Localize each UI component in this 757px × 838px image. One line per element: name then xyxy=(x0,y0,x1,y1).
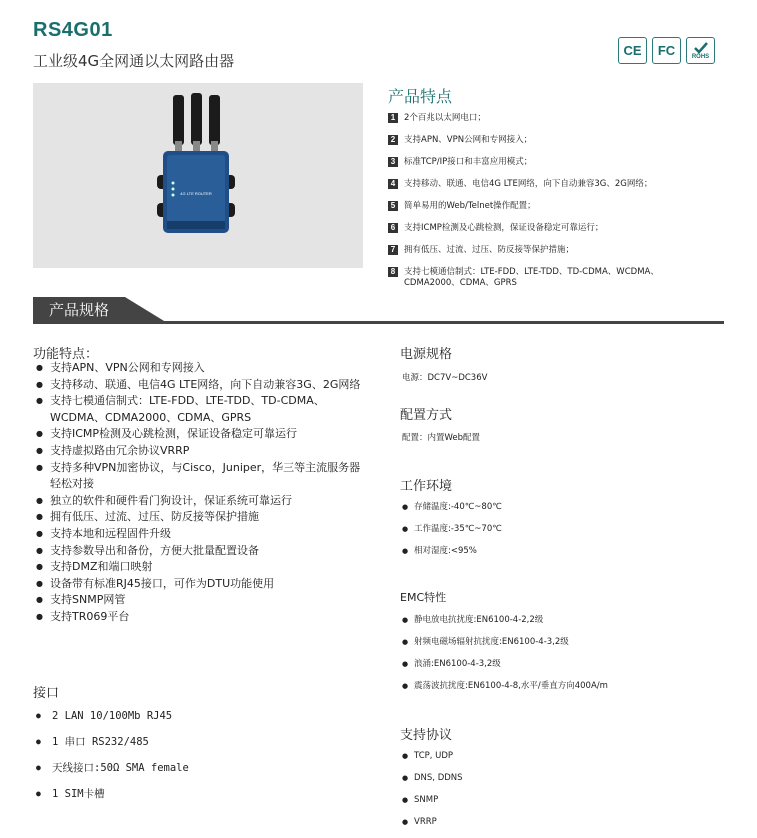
config-text: 配置：内置Web配置 xyxy=(402,433,481,443)
power-text: 电源：DC7V~DC36V xyxy=(402,373,488,383)
list-item: ● 工作温度:-35℃~70℃ xyxy=(402,523,732,545)
environment-title: 工作环境 xyxy=(400,479,453,494)
feature-item: 3 标准TCP/IP接口和丰富应用模式； xyxy=(388,157,728,168)
emc-list xyxy=(402,614,732,702)
list-item: ● 静电放电抗扰度:EN6100-4-2,2级 xyxy=(402,614,732,636)
rohs-cert-icon: ROHS xyxy=(686,37,715,64)
list-item: ● 支持移动、联通、电信4G LTE网络，向下自动兼容3G、2G网络 xyxy=(36,377,366,394)
functions-title: 功能特点： xyxy=(33,347,99,362)
list-item: ● 拥有低压、过流、过压、防反接等保护措施 xyxy=(36,509,366,526)
list-item: ● SNMP xyxy=(402,794,732,816)
list-item: ● DNS, DDNS xyxy=(402,772,732,794)
interface-list xyxy=(36,709,366,813)
list-item: ● 1 串口 RS232/485 xyxy=(36,735,366,761)
interface-title: 接口 xyxy=(33,686,60,701)
feature-item: 6 支持ICMP检测及心跳检测，保证设备稳定可靠运行； xyxy=(388,223,728,234)
list-item: ● 支持TR069平台 xyxy=(36,609,366,626)
list-item: ● 1 SIM卡槽 xyxy=(36,787,366,813)
list-item: ● TCP, UDP xyxy=(402,750,732,772)
list-item: ● 支持SNMP网管 xyxy=(36,592,366,609)
list-item: ● 存储温度:-40℃~80℃ xyxy=(402,501,732,523)
list-item: ● 天线接口:50Ω SMA female xyxy=(36,761,366,787)
ce-cert-icon: CE xyxy=(618,37,647,64)
features-title: 产品特点 xyxy=(388,87,453,106)
feature-item: 7 拥有低压、过流、过压、防反接等保护措施； xyxy=(388,245,728,256)
product-subtitle: 工业级4G全网通以太网路由器 xyxy=(33,52,235,70)
list-item: ● 独立的软件和硬件看门狗设计，保证系统可靠运行 xyxy=(36,493,366,510)
list-item: ● 2 LAN 10/100Mb RJ45 xyxy=(36,709,366,735)
feature-item: 5 简单易用的Web/Telnet操作配置； xyxy=(388,201,728,212)
list-item: ● 支持ICMP检测及心跳检测，保证设备稳定可靠运行 xyxy=(36,426,366,443)
list-item: ● VRRP xyxy=(402,816,732,838)
feature-item: 4 支持移动、联通、电信4G LTE网络，向下自动兼容3G、2G网络； xyxy=(388,179,728,190)
model-title: RS4G01 xyxy=(33,19,113,41)
list-item: ● 支持DMZ和端口映射 xyxy=(36,559,366,576)
spec-section-bar xyxy=(33,297,724,324)
features-list xyxy=(388,113,728,300)
environment-list xyxy=(402,501,732,567)
cert-badges xyxy=(618,37,715,64)
spec-tab: 产品规格 xyxy=(33,297,125,324)
config-title: 配置方式 xyxy=(400,408,453,423)
fcc-cert-icon: FC xyxy=(652,37,681,64)
emc-title: EMC特性 xyxy=(400,591,447,604)
functions-list xyxy=(36,360,366,626)
list-item: ● 设备带有标准RJ45接口，可作为DTU功能使用 xyxy=(36,576,366,593)
feature-item: 8 支持七模通信制式：LTE-FDD、LTE-TDD、TD-CDMA、WCDMA、CDMA2000、CDMA、GPRS xyxy=(388,267,728,289)
svg-text:4G LTE ROUTER: 4G LTE ROUTER xyxy=(180,191,212,196)
list-item: ● 浪涌:EN6100-4-3,2级 xyxy=(402,658,732,680)
list-item: ● 射频电磁场辐射抗扰度:EN6100-4-3,2级 xyxy=(402,636,732,658)
list-item: ● 支持七模通信制式：LTE-FDD、LTE-TDD、TD-CDMA、WCDMA、CDMA2000、CDMA、GPRS xyxy=(36,393,366,426)
list-item: ● 支持多种VPN加密协议，与Cisco，Juniper，华三等主流服务器轻松对接 xyxy=(36,460,366,493)
protocols-title: 支持协议 xyxy=(400,728,453,743)
router-image xyxy=(33,83,363,268)
list-item: ● 震荡波抗扰度:EN6100-4-8,水平/垂直方向400A/m xyxy=(402,680,732,702)
product-image-panel xyxy=(33,83,363,268)
feature-item: 1 2个百兆以太网电口； xyxy=(388,113,728,124)
list-item: ● 支持参数导出和备份，方便大批量配置设备 xyxy=(36,543,366,560)
list-item: ● 支持本地和远程固件升级 xyxy=(36,526,366,543)
feature-item: 2 支持APN、VPN公网和专网接入； xyxy=(388,135,728,146)
list-item: ● 支持APN、VPN公网和专网接入 xyxy=(36,360,366,377)
power-title: 电源规格 xyxy=(400,347,453,362)
list-item: ● 相对湿度:<95% xyxy=(402,545,732,567)
list-item: ● 支持虚拟路由冗余协议VRRP xyxy=(36,443,366,460)
protocols-list xyxy=(402,750,732,838)
